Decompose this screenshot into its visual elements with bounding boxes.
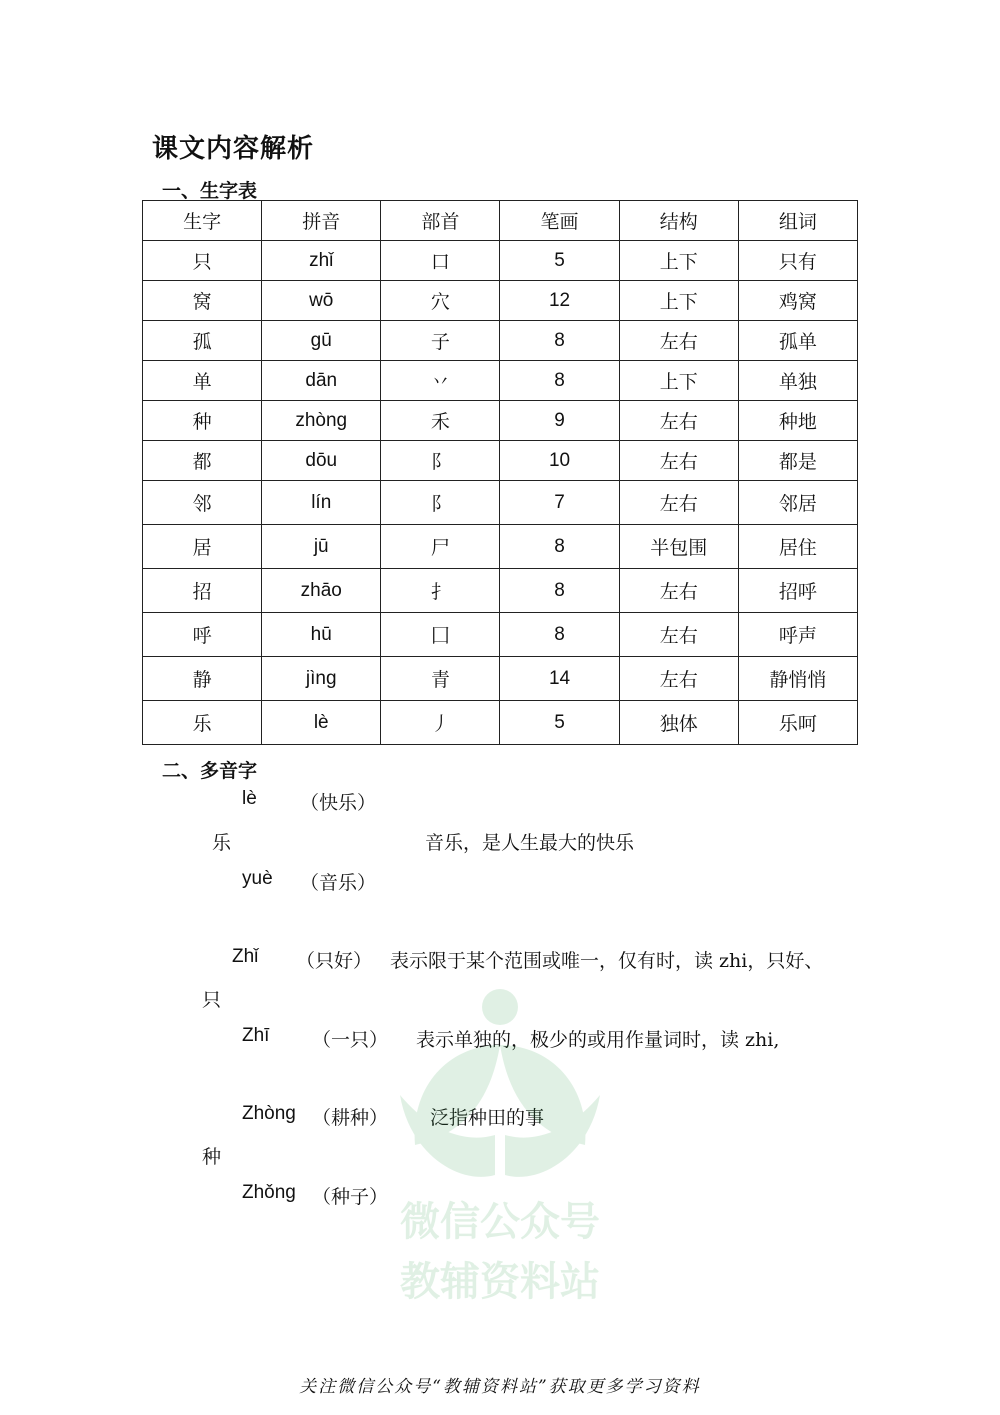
cell-word: 邻居: [738, 481, 857, 525]
column-header: 部首: [381, 201, 500, 241]
cell-pinyin: gū: [262, 321, 381, 361]
example-word: （只好）: [296, 950, 373, 972]
pinyin: Zhī: [242, 1025, 270, 1046]
cell-pinyin: wō: [262, 281, 381, 321]
cell-radical: 阝: [381, 481, 500, 525]
polyphone-char: 只: [202, 989, 222, 1011]
cell-strokes: 12: [500, 281, 619, 321]
cell-structure: 上下: [619, 241, 738, 281]
cell-structure: 上下: [619, 361, 738, 401]
watermark-line1: 微信公众号: [400, 1199, 600, 1245]
cell-radical: 禾: [381, 401, 500, 441]
cell-word: 静悄悄: [738, 657, 857, 701]
cell-strokes: 8: [500, 321, 619, 361]
cell-pinyin: zhāo: [262, 569, 381, 613]
cell-char: 窝: [143, 281, 262, 321]
page-title: 课文内容解析: [152, 134, 315, 164]
usage-note: 泛指种田的事: [430, 1107, 545, 1129]
table-row: [143, 569, 858, 613]
watermark-line2: 教辅资料站: [400, 1259, 600, 1305]
cell-radical: 阝: [381, 441, 500, 481]
table-header-row: [143, 201, 858, 241]
example-word: （种子）: [312, 1186, 389, 1208]
cell-strokes: 5: [500, 701, 619, 745]
cell-radical: 穴: [381, 281, 500, 321]
cell-structure: 左右: [619, 401, 738, 441]
cell-word: 单独: [738, 361, 857, 401]
table-row: [143, 525, 858, 569]
cell-word: 乐呵: [738, 701, 857, 745]
table-row: [143, 657, 858, 701]
cell-radical: 丷: [381, 361, 500, 401]
cell-char: 单: [143, 361, 262, 401]
table-row: [143, 481, 858, 525]
cell-structure: 独体: [619, 701, 738, 745]
cell-word: 招呼: [738, 569, 857, 613]
cell-radical: 扌: [381, 569, 500, 613]
example-sentence: 音乐，是人生最大的快乐: [425, 832, 635, 854]
table-row: [143, 281, 858, 321]
cell-pinyin: zhòng: [262, 401, 381, 441]
cell-pinyin: zhǐ: [262, 241, 381, 281]
cell-char: 孤: [143, 321, 262, 361]
cell-radical: 囗: [381, 613, 500, 657]
cell-word: 种地: [738, 401, 857, 441]
column-header: 组词: [738, 201, 857, 241]
cell-strokes: 5: [500, 241, 619, 281]
example-word: （音乐）: [300, 872, 377, 894]
cell-char: 呼: [143, 613, 262, 657]
cell-structure: 左右: [619, 569, 738, 613]
cell-char: 招: [143, 569, 262, 613]
cell-word: 都是: [738, 441, 857, 481]
watermark-logo: [370, 985, 630, 1315]
leaf-logo-icon: [370, 985, 630, 1315]
example-word: （耕种）: [312, 1107, 389, 1129]
cell-char: 都: [143, 441, 262, 481]
cell-strokes: 8: [500, 569, 619, 613]
usage-note: 表示限于某个范围或唯一，仅有时，读 zhi，只好、: [390, 950, 824, 972]
column-header: 拼音: [262, 201, 381, 241]
cell-structure: 左右: [619, 613, 738, 657]
cell-pinyin: dān: [262, 361, 381, 401]
cell-word: 只有: [738, 241, 857, 281]
polyphone-char: 种: [202, 1146, 222, 1168]
pinyin: Zhòng: [242, 1103, 296, 1124]
example-word: （一只）: [312, 1029, 389, 1051]
cell-radical: 子: [381, 321, 500, 361]
cell-word: 孤单: [738, 321, 857, 361]
table-row: [143, 241, 858, 281]
cell-radical: 口: [381, 241, 500, 281]
cell-strokes: 7: [500, 481, 619, 525]
cell-structure: 半包围: [619, 525, 738, 569]
table-row: [143, 401, 858, 441]
cell-pinyin: lín: [262, 481, 381, 525]
column-header: 结构: [619, 201, 738, 241]
cell-strokes: 9: [500, 401, 619, 441]
cell-structure: 上下: [619, 281, 738, 321]
cell-char: 种: [143, 401, 262, 441]
footer-note: 关注微信公众号“教辅资料站”获取更多学习资料: [299, 1377, 701, 1397]
cell-pinyin: hū: [262, 613, 381, 657]
cell-structure: 左右: [619, 657, 738, 701]
cell-radical: 丿: [381, 701, 500, 745]
table-row: [143, 701, 858, 745]
cell-word: 居住: [738, 525, 857, 569]
cell-pinyin: jìng: [262, 657, 381, 701]
cell-strokes: 8: [500, 613, 619, 657]
cell-structure: 左右: [619, 321, 738, 361]
cell-radical: 尸: [381, 525, 500, 569]
vocab-table: [142, 200, 858, 745]
table-row: [143, 441, 858, 481]
cell-structure: 左右: [619, 441, 738, 481]
cell-pinyin: lè: [262, 701, 381, 745]
cell-strokes: 8: [500, 361, 619, 401]
section-heading-polyphones: 二、多音字: [162, 760, 258, 782]
cell-strokes: 8: [500, 525, 619, 569]
cell-radical: 青: [381, 657, 500, 701]
section-heading-vocab: 一、生字表: [162, 180, 258, 202]
table-row: [143, 361, 858, 401]
cell-structure: 左右: [619, 481, 738, 525]
cell-char: 只: [143, 241, 262, 281]
pinyin: Zhǐ: [232, 946, 259, 967]
cell-pinyin: dōu: [262, 441, 381, 481]
polyphone-char: 乐: [212, 832, 232, 854]
table-row: [143, 613, 858, 657]
cell-char: 居: [143, 525, 262, 569]
cell-word: 呼声: [738, 613, 857, 657]
cell-word: 鸡窝: [738, 281, 857, 321]
pinyin: lè: [242, 788, 257, 809]
cell-char: 静: [143, 657, 262, 701]
table-row: [143, 321, 858, 361]
column-header: 生字: [143, 201, 262, 241]
pinyin: Zhǒng: [242, 1182, 296, 1203]
cell-pinyin: jū: [262, 525, 381, 569]
column-header: 笔画: [500, 201, 619, 241]
cell-char: 乐: [143, 701, 262, 745]
cell-char: 邻: [143, 481, 262, 525]
usage-note: 表示单独的，极少的或用作量词时，读 zhi,: [416, 1029, 780, 1051]
cell-strokes: 10: [500, 441, 619, 481]
pinyin: yuè: [242, 868, 273, 889]
example-word: （快乐）: [300, 792, 377, 814]
cell-strokes: 14: [500, 657, 619, 701]
